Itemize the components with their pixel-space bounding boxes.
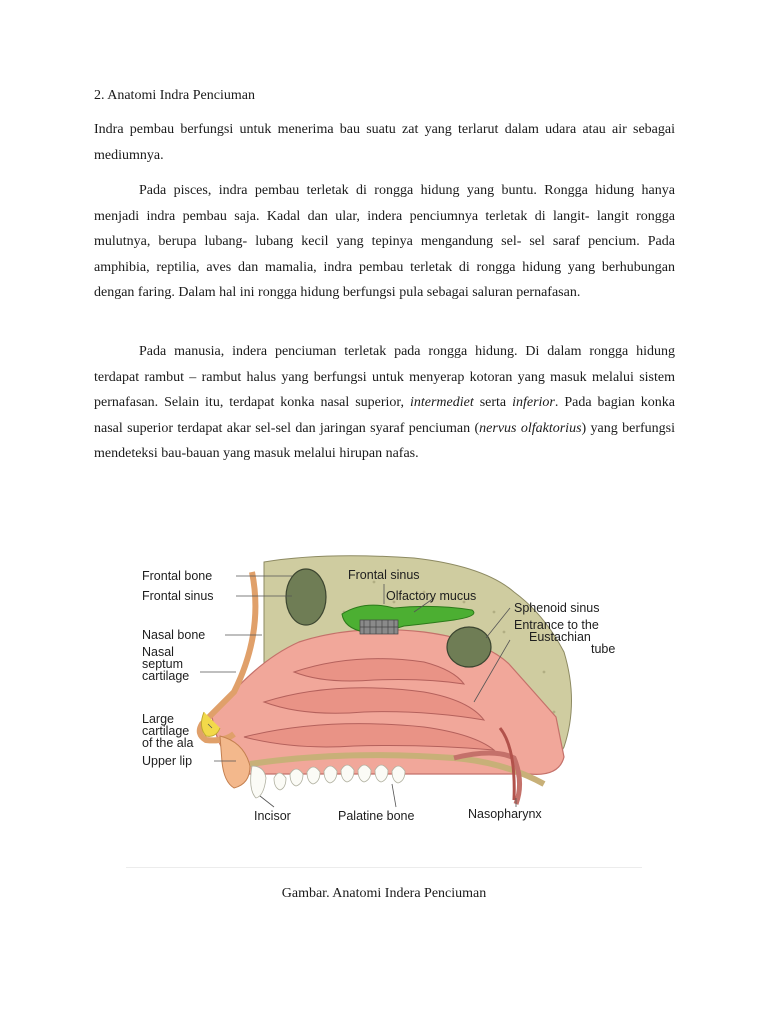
label-upper-lip: Upper lip [142, 754, 193, 768]
nose-anatomy-figure [124, 552, 644, 870]
term-nervus-olfaktorius: nervus olfaktorius [479, 420, 582, 436]
label-olfactory-mucus: Olfactory mucus [386, 589, 477, 603]
figure-divider [126, 867, 642, 868]
label-large-cartilage-3: of the ala [142, 736, 194, 750]
label-incisor: Incisor [254, 809, 291, 823]
paragraph-humans [94, 339, 675, 467]
label-eustachian-3: tube [591, 642, 616, 656]
nose-anatomy-diagram [124, 552, 644, 870]
sphenoid-sinus-cavity [447, 627, 491, 667]
section-heading: 2. Anatomi Indra Penciuman [94, 88, 255, 103]
term-intermediet: intermediet [409, 395, 474, 410]
label-frontal-bone: Frontal bone [142, 569, 213, 583]
label-palatine-bone: Palatine bone [338, 809, 415, 823]
label-large-cartilage-1: Large [142, 712, 174, 726]
label-large-cartilage-2: cartilage [142, 724, 190, 738]
label-sphenoid-sinus: Sphenoid sinus [514, 601, 600, 615]
figure-caption: Gambar. Anatomi Indera Penciuman [281, 886, 487, 901]
label-frontal-sinus-left: Frontal sinus [142, 589, 214, 603]
paragraph-definition: Indra pembau berfungsi untuk menerima bau suatu zat yang terlarut dalam udara atau air sebagai mediumnya. [94, 122, 675, 163]
label-frontal-sinus-top: Frontal sinus [348, 568, 420, 582]
paragraph-animals: Pada pisces, indra pembau terletak di rongga hidung yang buntu. Rongga hidung hanya menjadi indra pembau saja. Kadal dan ular, indera penciumnya terletak di langit- langit rongga mulutnya, berupa lubang- lubang kecil yang tepinya mengandung sel- sel saraf pencium. Pada amphibia, reptilia, aves dan mamalia, indra pembau terletak di rongga hidung yang berhubungan dengan faring. Dalam hal ini rongga hidung berfungsi pula sebagai saluran pernafasan. [94, 183, 675, 300]
label-nasal-septum-3: cartilage [142, 669, 190, 683]
label-eustachian-2: Eustachian [529, 630, 591, 644]
label-nasal-septum-1: Nasal [142, 645, 174, 659]
paragraph-humans-text-3: . Pada bagian konka nasal superior terdapat akar sel-sel dan jaringan syaraf penciuman ( [94, 395, 675, 436]
paragraph-humans-text-1: Pada manusia, indera penciuman terletak pada rongga hidung. Di dalam rongga hidung terdapat rambut – rambut halus yang berfungsi untuk menyerap kotoran yang masuk melalui sistem pernafasan. Selain itu, terdapat konka nasal superior, [94, 344, 675, 410]
paragraph-humans-text-2: serta [473, 395, 513, 410]
olfactory-bulb [360, 620, 398, 634]
label-nasal-septum-2: septum [142, 657, 183, 671]
label-eustachian-1: Entrance to the [514, 618, 599, 632]
label-nasopharynx: Nasopharynx [468, 807, 542, 821]
frontal-sinus-cavity [286, 569, 326, 625]
paragraph-humans-text-4: ) yang berfungsi mendeteksi bau-bauan yang masuk melalui hirupan nafas. [94, 420, 675, 461]
label-nasal-bone: Nasal bone [142, 628, 206, 642]
term-inferior: inferior [512, 395, 555, 410]
